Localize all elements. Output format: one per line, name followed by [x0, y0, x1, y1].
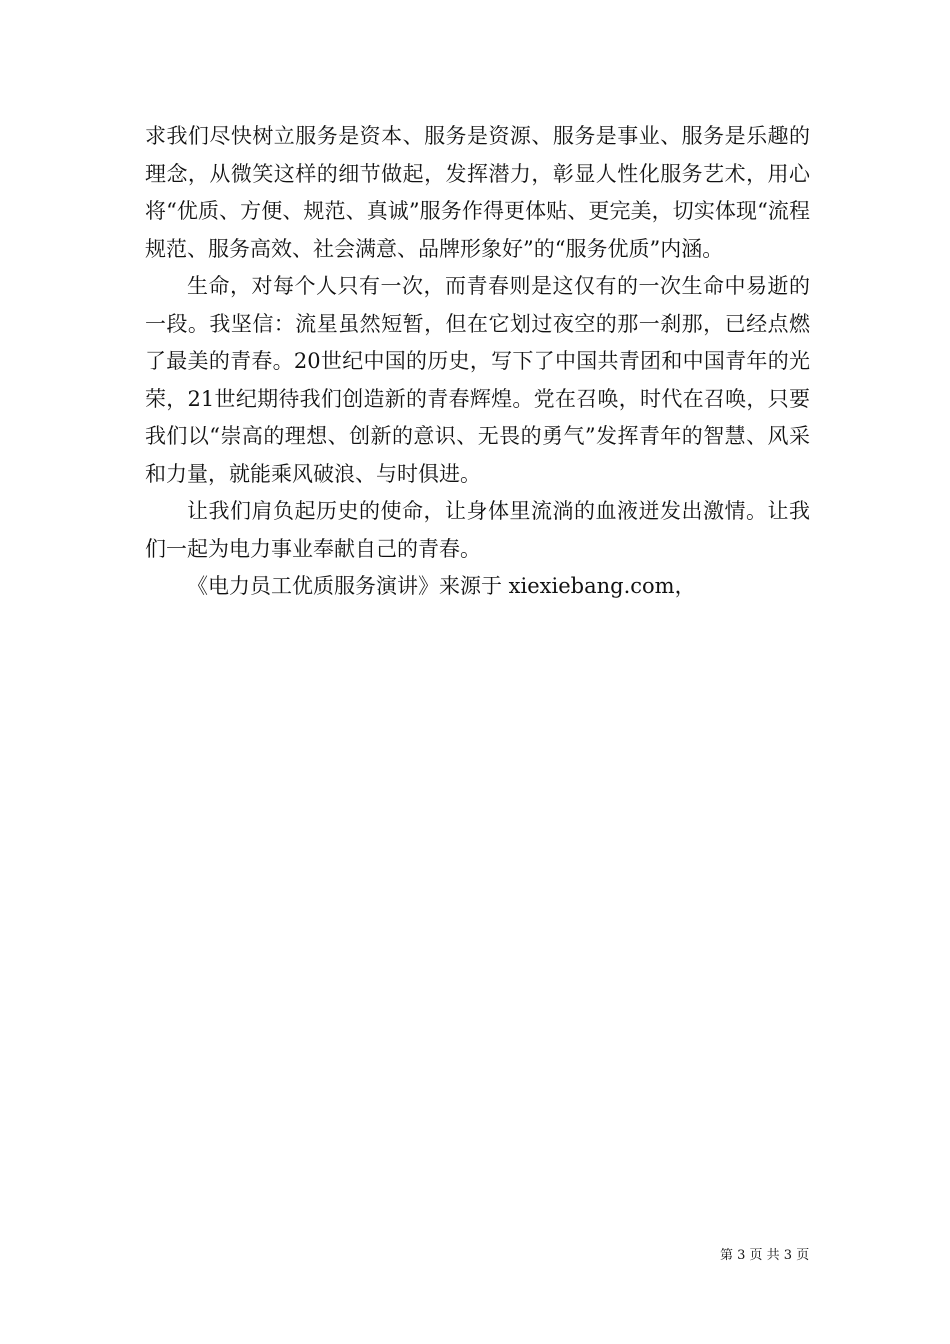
paragraph-mission: 让我们肩负起历史的使命，让身体里流淌的血液迸发出激情。让我们一起为电力事业奉献自己的青春。: [145, 499, 810, 561]
page-number: 第 3 页 共 3 页: [720, 1248, 810, 1263]
document-body: [145, 118, 810, 606]
paragraph-youth: 生命，对每个人只有一次，而青春则是这仅有的一次生命中易逝的一段。我坚信：流星虽然短暂，但在它划过夜空的那一刹那，已经点燃了最美的青春。20世纪中国的历史，写下了中国共青团和中国青年的光荣，21世纪期待我们创造新的青春辉煌。党在召唤，时代在召唤，只要我们以“崇高的理想、创新的意识、无畏的勇气”发挥青年的智慧、风采和力量，就能乘风破浪、与时俱进。: [145, 274, 810, 486]
source-line: 《电力员工优质服务演讲》来源于 xiexiebang.com，: [187, 574, 696, 598]
paragraph-continued: 求我们尽快树立服务是资本、服务是资源、服务是事业、服务是乐趣的理念，从微笑这样的细节做起，发挥潜力，彰显人性化服务艺术，用心将“优质、方便、规范、真诚”服务作得更体贴、更完美，切实体现“流程规范、服务高效、社会满意、品牌形象好”的“服务优质”内涵。: [145, 124, 810, 261]
